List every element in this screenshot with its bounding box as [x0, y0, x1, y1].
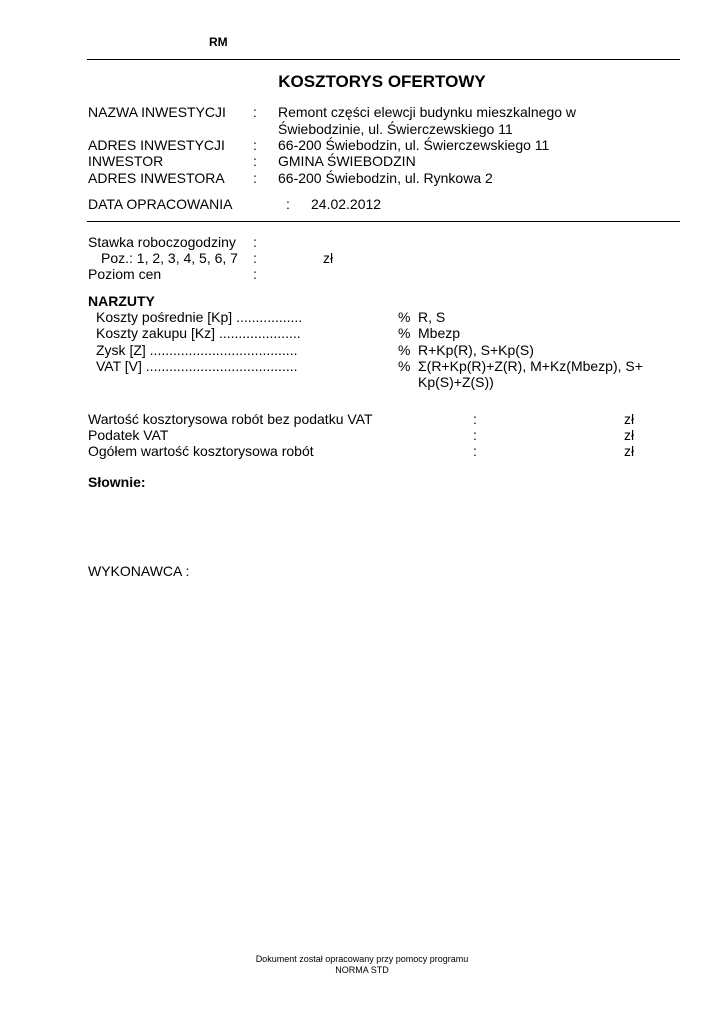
- surcharge-label: Koszty pośrednie [Kp] .................: [96, 309, 303, 325]
- surcharge-percent-sign: %: [398, 309, 411, 325]
- surcharge-label: Zysk [Z] ......................................: [96, 342, 298, 358]
- surcharge-percent-sign: %: [398, 342, 411, 358]
- total-net-label: Wartość kosztorysowa robót bez podatku VAT: [88, 411, 373, 427]
- footer-line2: NORMA STD: [335, 965, 389, 975]
- positions-separator: :: [253, 250, 257, 266]
- info-separator: :: [253, 170, 257, 186]
- total-separator: :: [473, 427, 477, 443]
- footer-line1: Dokument został opracowany przy pomocy programu: [255, 954, 469, 964]
- info-value-investor-address: 66-200 Świebodzin, ul. Rynkowa 2: [278, 170, 493, 186]
- total-vat-label: Podatek VAT: [88, 427, 169, 443]
- total-unit: zł: [624, 411, 635, 427]
- words-label: Słownie:: [88, 474, 146, 490]
- contractor-label: WYKONAWCA :: [88, 563, 190, 579]
- info-separator: :: [253, 137, 257, 153]
- price-level-label: Poziom cen: [88, 266, 162, 282]
- total-gross-label: Ogółem wartość kosztorysowa robót: [88, 443, 314, 459]
- info-separator: :: [253, 153, 257, 169]
- total-separator: :: [473, 411, 477, 427]
- header-code: RM: [209, 35, 228, 49]
- info-divider: [87, 221, 680, 222]
- surcharge-basis: Mbezp: [418, 325, 461, 341]
- surcharges-heading: NARZUTY: [88, 293, 155, 309]
- surcharge-label: VAT [V] .......................................: [96, 358, 298, 374]
- surcharge-basis: Σ(R+Kp(R)+Z(R), M+Kz(Mbezp), S+: [418, 358, 643, 374]
- info-value-investment-name-line1: Remont części elewcji budynku mieszkalnego w: [278, 104, 577, 120]
- info-label-investor: INWESTOR: [88, 153, 164, 169]
- positions-label: Poz.: 1, 2, 3, 4, 5, 6, 7: [101, 250, 238, 266]
- info-value-investment-address: 66-200 Świebodzin, ul. Świerczewskiego 11: [278, 137, 550, 153]
- surcharge-basis: R+Kp(R), S+Kp(S): [418, 342, 534, 358]
- top-divider: [87, 59, 680, 60]
- date-value: 24.02.2012: [311, 196, 382, 212]
- surcharge-basis: R, S: [418, 309, 446, 325]
- info-label-investor-address: ADRES INWESTORA: [88, 170, 225, 186]
- total-separator: :: [473, 443, 477, 459]
- price-level-separator: :: [253, 266, 257, 282]
- surcharge-basis-continued: Kp(S)+Z(S)): [418, 374, 494, 390]
- info-value-investor: GMINA ŚWIEBODZIN: [278, 153, 416, 169]
- date-separator: :: [286, 196, 290, 212]
- document-title: KOSZTORYS OFERTOWY: [278, 72, 486, 91]
- surcharge-label: Koszty zakupu [Kz] .....................: [96, 325, 301, 341]
- info-label-investment-name: NAZWA INWESTYCJI: [88, 104, 226, 120]
- surcharge-percent-sign: %: [398, 325, 411, 341]
- positions-unit: zł: [323, 250, 334, 266]
- total-unit: zł: [624, 443, 635, 459]
- info-label-investment-address: ADRES INWESTYCJI: [88, 137, 225, 153]
- info-value-investment-name-line2: Świebodzinie, ul. Świerczewskiego 11: [278, 121, 513, 137]
- date-label: DATA OPRACOWANIA: [88, 196, 233, 212]
- total-unit: zł: [624, 427, 635, 443]
- hourly-rate-separator: :: [253, 234, 257, 250]
- hourly-rate-label: Stawka roboczogodziny: [88, 234, 236, 250]
- info-separator: :: [253, 104, 257, 120]
- surcharge-percent-sign: %: [398, 358, 411, 374]
